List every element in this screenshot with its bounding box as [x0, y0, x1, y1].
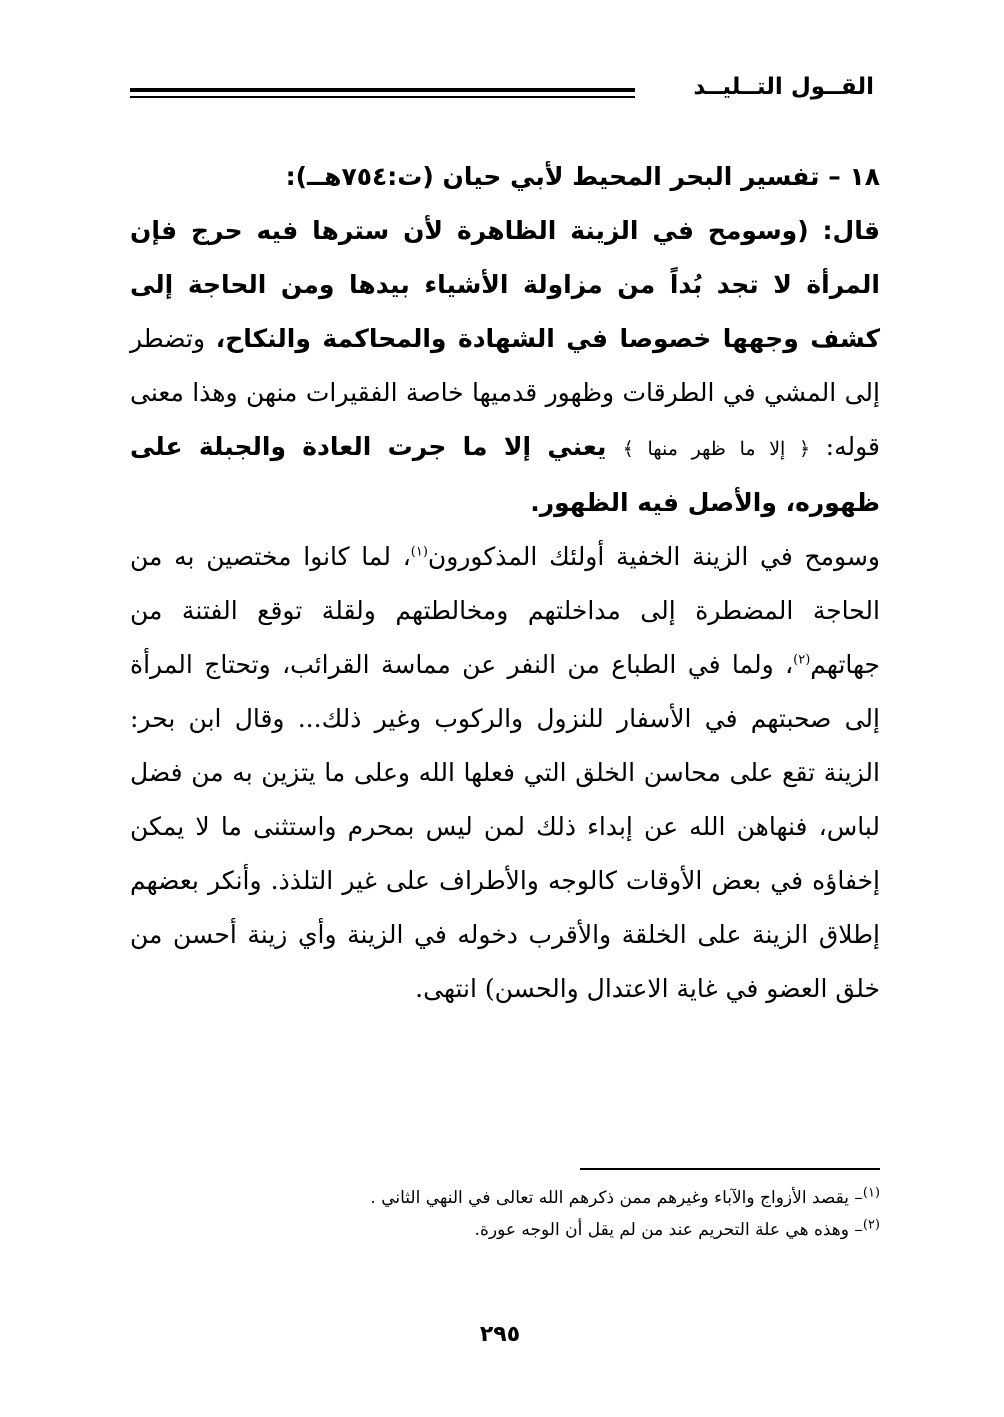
quote-bold-part-1: قال: (وسومح في الزينة الظاهرة لأن سترها فيه حرج فإن المرأة لا تجد بُداً من مزاولة الأشياء بيدها ومن الحاجة إلى كشف وجهها خصوصا في الشهادة والمحاكمة والنكاح،	[130, 216, 880, 353]
running-header-title: القــول التــليــد	[693, 74, 874, 100]
footnote-1	[130, 1182, 880, 1214]
second-paragraph	[130, 530, 880, 1016]
header-rule-thick	[130, 88, 635, 92]
section-heading: ١٨ – تفسير البحر المحيط لأبي حيان (ت:٧٥٤هــ):	[285, 162, 880, 191]
para2-part-a: وسومح في الزينة الخفية أولئك المذكورون	[427, 542, 880, 571]
quote-plain-part: وتضطر إلى المشي في الطرقات وظهور قدميها خاصة الفقيرات منهن وهذا معنى قوله:	[130, 324, 880, 461]
footnote-separator	[580, 1168, 880, 1170]
footnotes	[130, 1182, 880, 1246]
footnote-ref-1[interactable]: (١)	[410, 544, 428, 560]
para2-part-b: ، لما كانوا مختصين به من الحاجة المضطرة إلى مداخلتهم ومخالطتهم ولقلة توقع الفتنة من جهاتهم	[130, 542, 880, 679]
footnote-2	[130, 1214, 880, 1246]
quote-bold-part-2: يعني إلا ما جرت العادة والجبلة على ظهوره، والأصل فيه الظهور.	[130, 432, 880, 517]
quoted-paragraph	[130, 204, 880, 530]
footnote-text-1: – يقصد الأزواج والآباء وغيرهم ممن ذكرهم الله تعالى في النهي الثاني .	[370, 1188, 863, 1208]
main-text	[130, 150, 880, 1016]
header-rule-thin	[130, 96, 635, 98]
footnote-ref-2[interactable]: (٢)	[793, 652, 811, 668]
footnote-marker-2: (٢)	[862, 1217, 880, 1233]
footnote-marker-1: (١)	[862, 1185, 880, 1201]
quran-verse: ﴿ إلا ما ظهر منها ﴾	[622, 438, 811, 460]
footnote-text-2: – وهذه هي علة التحريم عند من لم يقل أن الوجه عورة.	[474, 1220, 863, 1240]
para2-part-c: ، ولما في الطباع من النفر عن مماسة القرائب، وتحتاج المرأة إلى صحبتهم في الأسفار للنزول والركوب وغير ذلك... وقال ابن بحر: الزينة تقع على محاسن الخلق التي فعلها الله وعلى ما يتزين به من فضل لباس، فنهاهن الله عن إبداء ذلك لمن ليس بمحرم واستثنى ما لا يمكن إخفاؤه في بعض الأوقات كالوجه والأطراف على غير التلذذ. وأنكر بعضهم إطلاق الزينة على الخلقة والأقرب دخوله في الزينة وأي زينة أحسن من خلق العضو في غاية الاعتدال والحسن) انتهى.	[130, 650, 880, 1003]
page-number: ٢٩٥	[479, 1322, 521, 1347]
